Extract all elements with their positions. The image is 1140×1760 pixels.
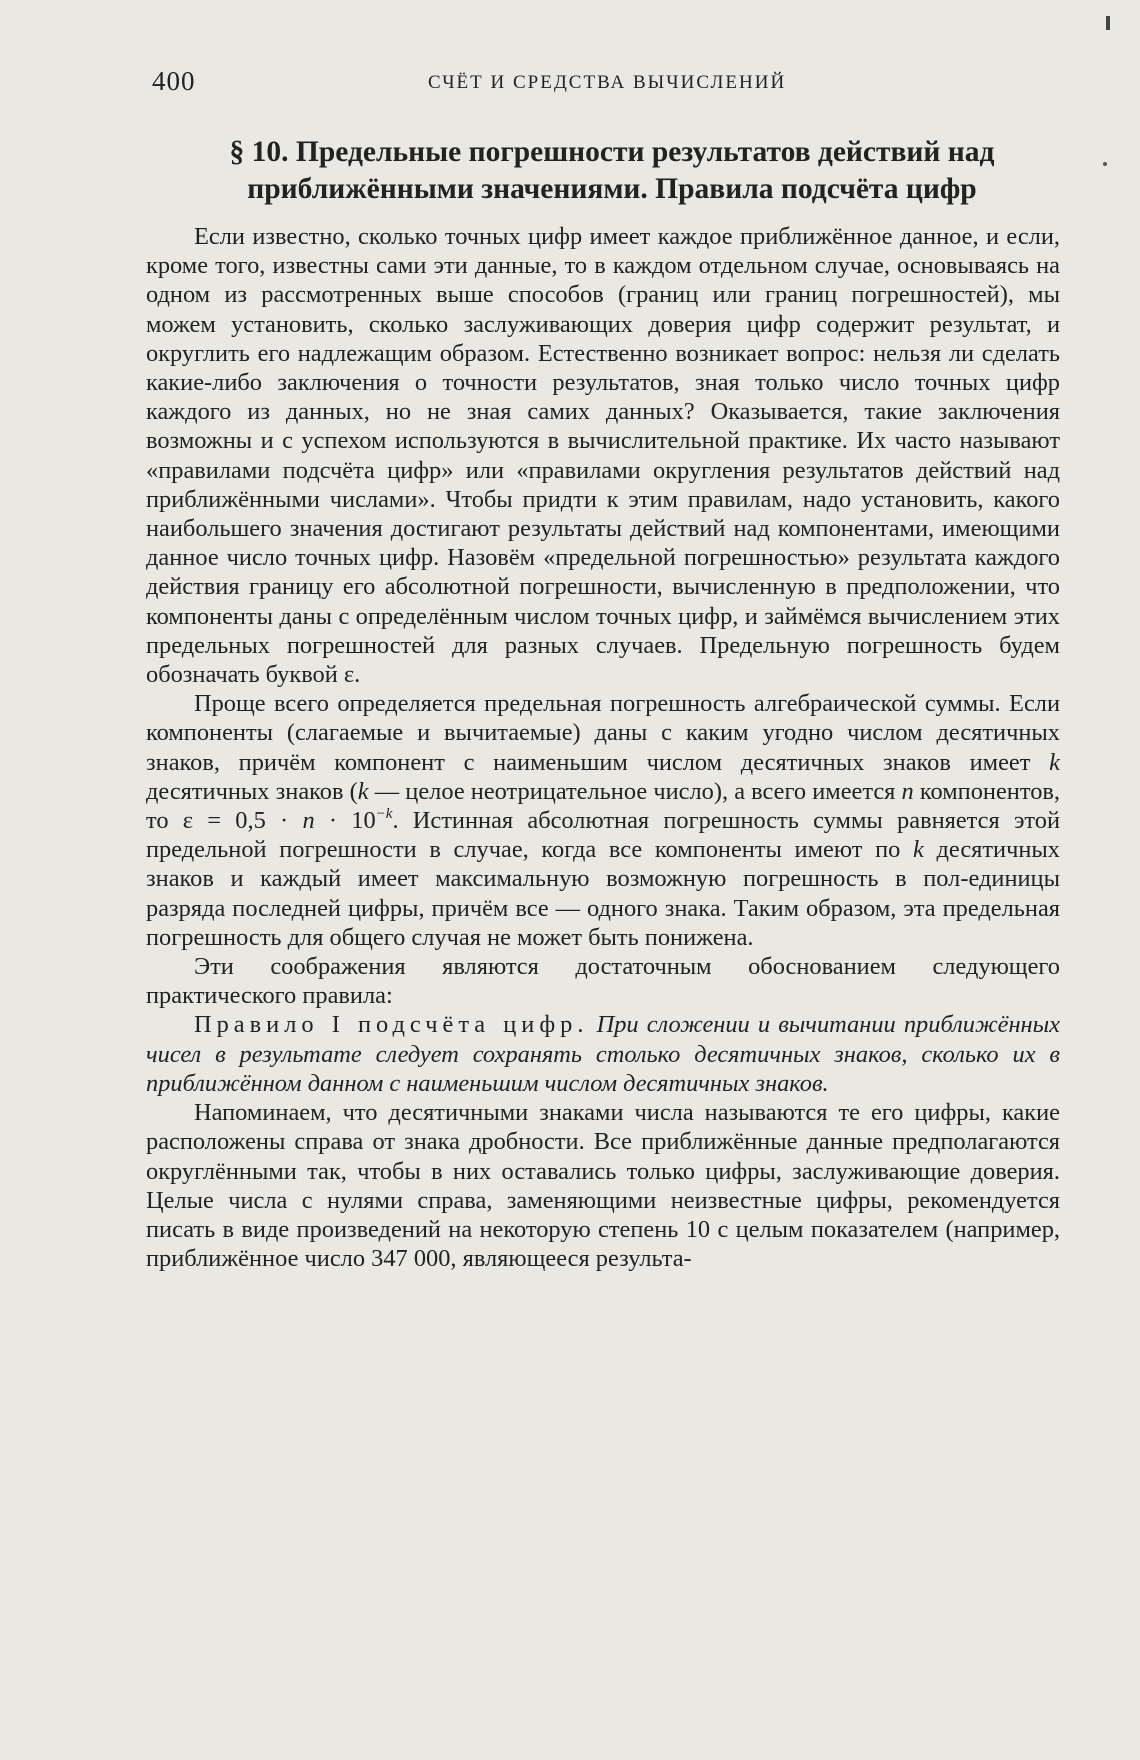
section-title bbox=[150, 134, 1074, 208]
var-k: k bbox=[357, 777, 369, 805]
p2-text-a: Проще всего определяется предельная погрешность алгебраической суммы. Если компоненты (слагаемые и вычитаемые) даны с каким угодно числом десятичных знаков, причём компонент с наименьшим числом десятичных знаков имеет bbox=[146, 690, 1060, 776]
p2-text-d: компонентов, то ε = 0,5 · bbox=[146, 777, 1061, 835]
rule-paragraph bbox=[146, 1010, 1060, 1098]
page-number: 400 bbox=[152, 66, 196, 96]
var-k: k bbox=[913, 836, 924, 864]
paragraph-2 bbox=[146, 689, 1060, 952]
p2-text-g: десятичных знаков и каждый имеет максимальную возможную погрешность в пол-единицы разряда последней цифры, причём все — одного знака. Таким образом, эта предельная погрешность для общего случая не может быть понижена. bbox=[146, 836, 1060, 951]
body-text bbox=[146, 222, 1060, 1273]
exponent: −k bbox=[375, 806, 393, 823]
var-k: k bbox=[1049, 748, 1060, 776]
p2-text-e: · 10 bbox=[314, 807, 376, 835]
section-title-line-2: приближёнными значениями. Правила подсчёта цифр bbox=[247, 173, 977, 205]
scan-speck bbox=[1103, 162, 1107, 166]
paragraph-1: Если известно, сколько точных цифр имеет каждое приближённое данное, и если, кроме того, известны сами эти данные, то в каждом отдельном случае, основываясь на одном из рассмотренных выше способов (границ или границ погрешностей), мы можем установить, сколько заслуживающих доверия цифр содержит результат, и округлить его надлежащим образом. Естественно возникает вопрос: нельзя ли сделать какие-либо заключения о точности результатов, зная только число точных цифр каждого из данных, но не зная самих данных? Оказывается, такие заключения возможны и с успехом используются в вычислительной практике. Их часто называют «правилами подсчёта цифр» или «правилами округления результатов действий над приближёнными числами». Чтобы придти к этим правилам, надо установить, какого наибольшего значения достигают результаты действий над компонентами, имеющими данное число точных цифр. Назовём «предельной погрешностью» результата каждого действия границу его абсолютной погрешности, вычисленную в предположении, что компоненты даны с определённым числом точных цифр, и займёмся вычислением этих предельных погрешностей для разных случаев. Предельную погрешность будем обозначать буквой ε. bbox=[146, 223, 1060, 689]
running-title: СЧЁТ И СРЕДСТВА ВЫЧИСЛЕНИЙ bbox=[428, 72, 787, 93]
var-n: n bbox=[302, 807, 315, 835]
scan-edge-mark bbox=[1106, 16, 1110, 30]
p2-text-f: . Истинная абсолютная погрешность суммы равняется этой предельной погрешности в случае, когда все компоненты имеют по bbox=[146, 807, 1060, 864]
var-n: n bbox=[901, 777, 914, 805]
paragraph-5: Напоминаем, что десятичными знаками числа называются те его цифры, какие расположены справа от знака дробности. Все приближённые данные предполагаются округлёнными так, чтобы в них оставались только цифры, заслуживающие доверия. Целые числа с нулями справа, заменяющими неизвестные цифры, рекомендуется писать в виде произведений на некоторую степень 10 с целым показателем (например, приближённое число 347 000, являющееся результа- bbox=[146, 1099, 1060, 1273]
section-title-line-1: § 10. Предельные погрешности результатов действий над bbox=[229, 136, 995, 168]
p2-text-b: десятичных знаков ( bbox=[146, 777, 358, 805]
p2-text-c: — целое неотрицательное число), а всего имеется bbox=[368, 777, 902, 805]
paragraph-3: Эти соображения являются достаточным обоснованием следующего практического правила: bbox=[146, 953, 1060, 1010]
rule-text: При сложении и вычитании приближённых чисел в результате следует сохранять столько десятичных знаков, сколько их в приближённом данном с наименьшим числом десятичных знаков. bbox=[146, 1011, 1060, 1097]
rule-name: Правило I подсчёта цифр. bbox=[194, 1011, 589, 1039]
